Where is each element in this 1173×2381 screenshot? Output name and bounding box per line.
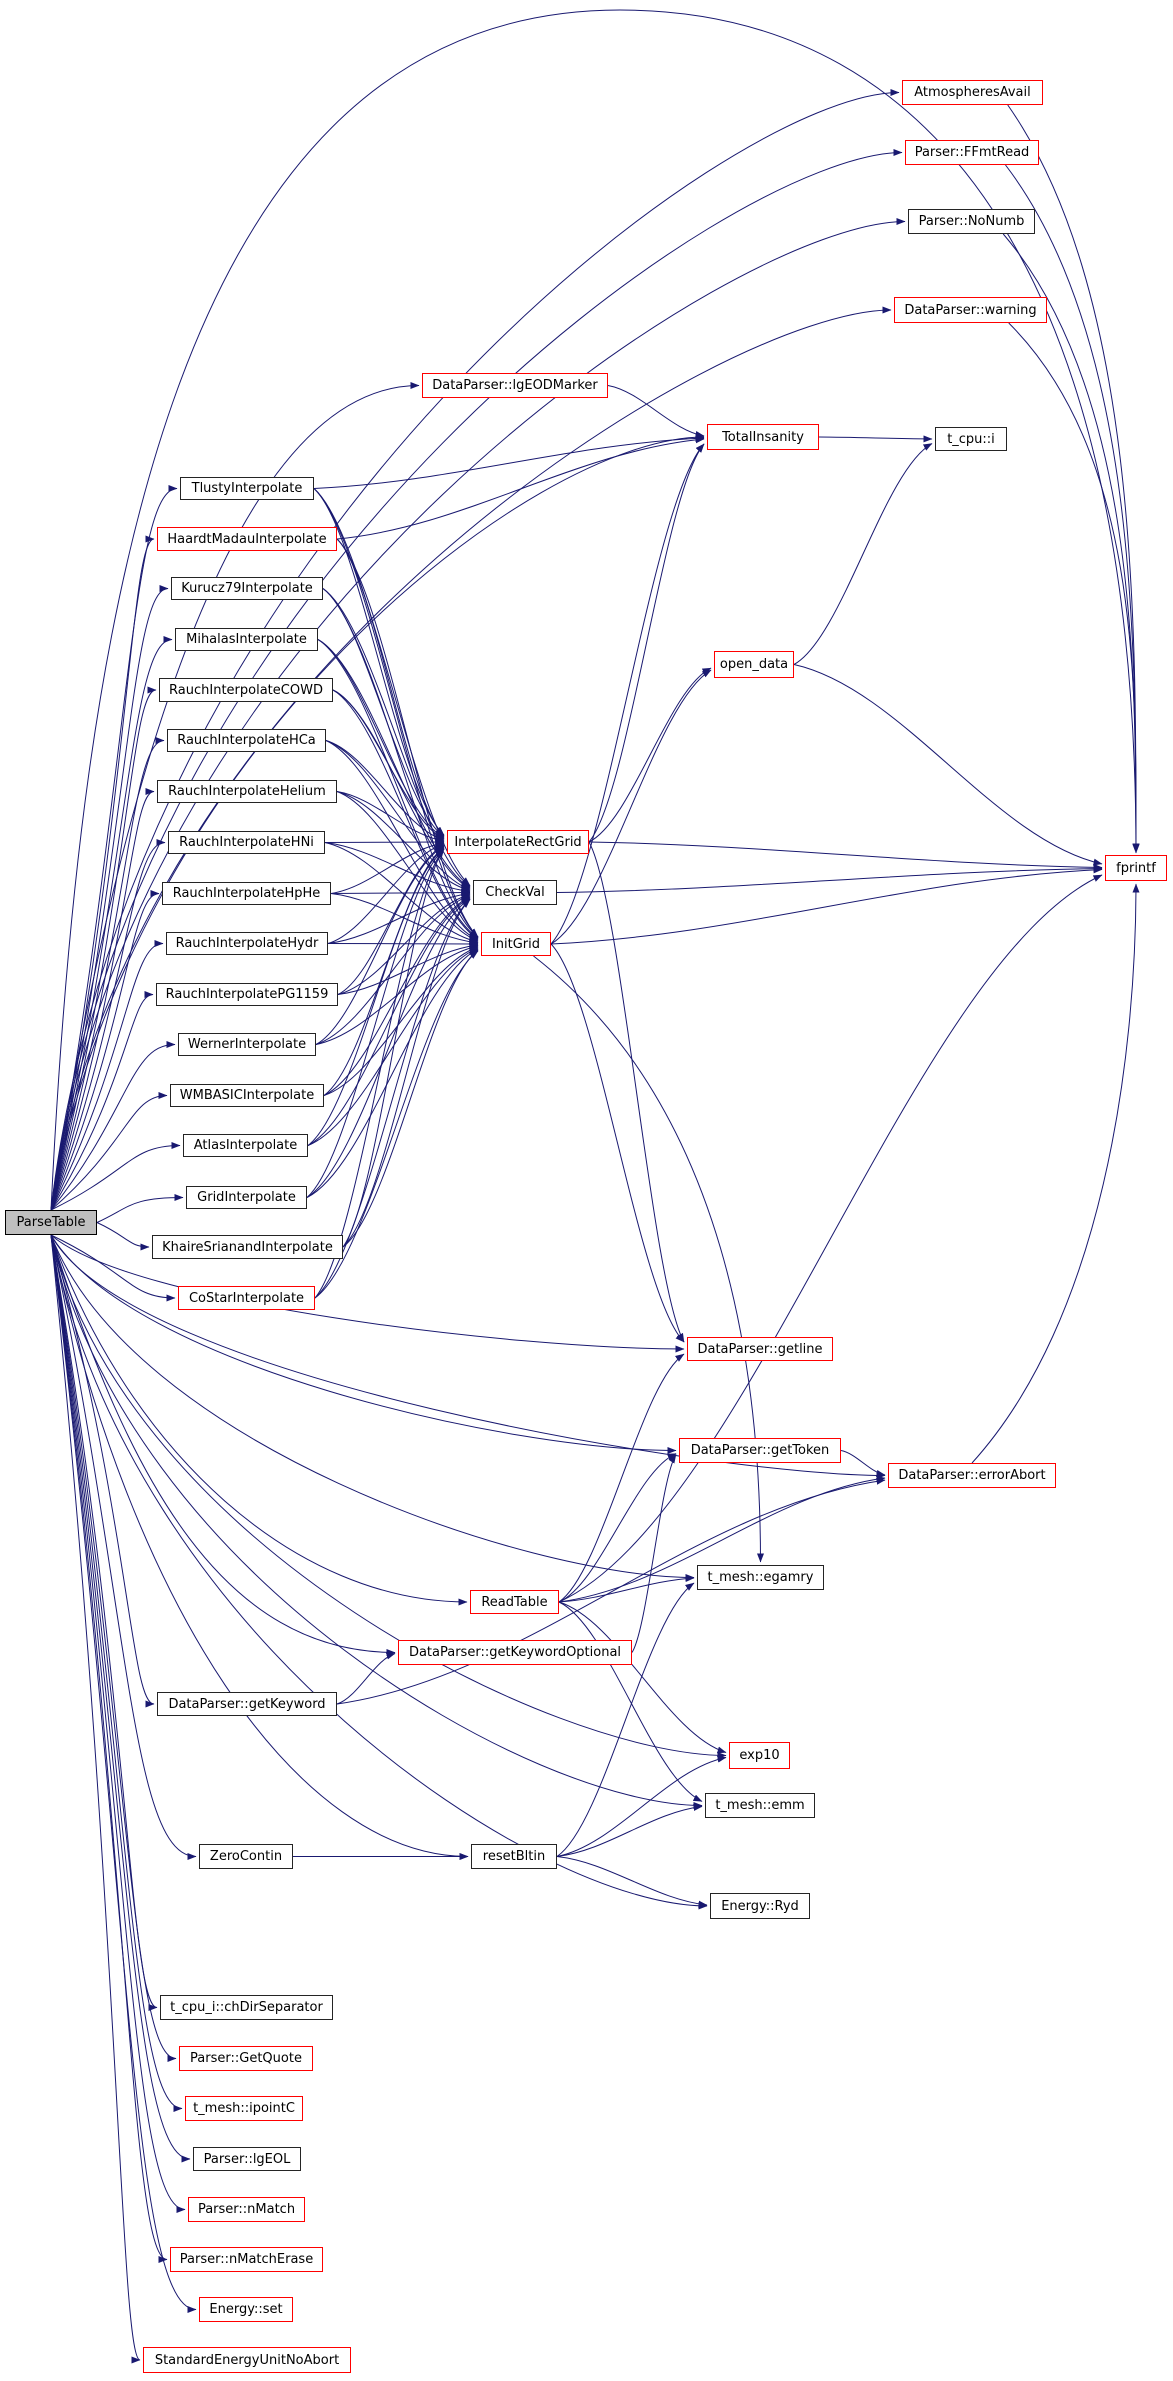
edge-atlasinterpolate-to-initgrid [308, 948, 478, 1145]
node-mihalasinterpolate[interactable]: MihalasInterpolate [175, 628, 318, 651]
node-zerocontin[interactable]: ZeroContin [199, 1844, 293, 1869]
node-rauchinterpolatehydr[interactable]: RauchInterpolateHydr [166, 932, 328, 955]
node-open-data[interactable]: open_data [714, 651, 794, 678]
node-standardenergyunitnoabort[interactable]: StandardEnergyUnitNoAbort [143, 2347, 351, 2373]
edge-haardtmadauinterpolate-to-interpolaterectgrid [337, 539, 444, 836]
edge-interpolaterectgrid-to-fprintf [589, 842, 1102, 867]
edge-readtable-to-dataparser-getline [559, 1354, 684, 1602]
edge-parsetable-to-wernerinterpolate [51, 1045, 175, 1211]
edge-parsetable-to-dataparser-getline [51, 1235, 684, 1349]
edge-haardtmadauinterpolate-to-totalinsanity [337, 439, 704, 539]
edge-parsetable-to-fprintf [51, 10, 1136, 1210]
node-dataparser-errorabort[interactable]: DataParser::errorAbort [888, 1463, 1056, 1488]
node-atlasinterpolate[interactable]: AtlasInterpolate [183, 1134, 308, 1157]
edge-interpolaterectgrid-to-dataparser-getline [589, 842, 684, 1342]
edge-initgrid-to-t-mesh-egamry [534, 956, 761, 1562]
node-t-cpu-i-chdirseparator[interactable]: t_cpu_i::chDirSeparator [160, 1995, 333, 2020]
edge-tlustyinterpolate-to-initgrid [314, 489, 478, 938]
edge-open-data-to-t-cpu-i [794, 444, 932, 665]
edge-rauchinterpolatecowd-to-initgrid [333, 690, 478, 939]
node-wmbasicinterpolate[interactable]: WMBASICInterpolate [170, 1084, 324, 1107]
node-parser-nmatch[interactable]: Parser::nMatch [188, 2197, 305, 2222]
node-rauchinterpolatehca[interactable]: RauchInterpolateHCa [167, 729, 326, 752]
edge-readtable-to-t-mesh-emm [559, 1602, 702, 1801]
node-parser-nmatcherase[interactable]: Parser::nMatchErase [170, 2247, 323, 2272]
edge-parsetable-to-gridinterpolate [97, 1198, 183, 1223]
edge-initgrid-to-dataparser-getline [551, 944, 684, 1342]
node-khairesrianandinterpolate[interactable]: KhaireSrianandInterpolate [152, 1235, 343, 1259]
edge-wernerinterpolate-to-interpolaterectgrid [316, 846, 444, 1044]
edge-initgrid-to-open-data [551, 670, 711, 944]
edge-tlustyinterpolate-to-checkval [314, 489, 470, 886]
node-resetbltin[interactable]: resetBltin [471, 1844, 557, 1869]
edge-checkval-to-fprintf [557, 868, 1102, 892]
node-parser-nonumb[interactable]: Parser::NoNumb [908, 209, 1035, 234]
edge-dataparser-getkeyword-to-dataparser-errorabort [337, 1480, 885, 1704]
edge-open-data-to-fprintf [794, 665, 1102, 864]
node-dataparser-gettoken[interactable]: DataParser::getToken [679, 1438, 841, 1463]
edge-dataparser-errorabort-to-fprintf [972, 884, 1136, 1463]
node-atmospheresavail[interactable]: AtmospheresAvail [902, 80, 1043, 105]
node-energy-ryd[interactable]: Energy::Ryd [710, 1893, 810, 1919]
node-t-mesh-emm[interactable]: t_mesh::emm [705, 1793, 815, 1818]
node-parser-ffmtread[interactable]: Parser::FFmtRead [905, 140, 1039, 165]
node-readtable[interactable]: ReadTable [470, 1590, 559, 1614]
edge-parsetable-to-khairesrianandinterpolate [97, 1223, 149, 1248]
node-parser-getquote[interactable]: Parser::GetQuote [179, 2046, 313, 2071]
edge-interpolaterectgrid-to-open-data [589, 668, 711, 842]
edge-interpolaterectgrid-to-totalinsanity [589, 444, 704, 842]
edge-parsetable-to-t-mesh-egamry [51, 1235, 694, 1578]
edge-parsetable-to-atlasinterpolate [51, 1146, 180, 1211]
edge-parsetable-to-exp10 [51, 1235, 726, 1756]
node-kurucz79interpolate[interactable]: Kurucz79Interpolate [171, 577, 323, 600]
node-dataparser-lgeodmarker[interactable]: DataParser::lgEODMarker [422, 373, 608, 398]
node-parser-lgeol[interactable]: Parser::lgEOL [193, 2147, 301, 2171]
edge-parsetable-to-energy-ryd [51, 1235, 707, 1906]
edge-parsetable-to-totalinsanity [51, 437, 704, 1210]
node-interpolaterectgrid[interactable]: InterpolateRectGrid [447, 830, 589, 854]
node-wernerinterpolate[interactable]: WernerInterpolate [178, 1033, 316, 1056]
edge-parsetable-to-rauchinterpolatehydr [51, 944, 163, 1211]
node-rauchinterpolatehelium[interactable]: RauchInterpolateHelium [157, 780, 337, 803]
edge-resetbltin-to-energy-ryd [557, 1857, 707, 1906]
edge-dataparser-gettoken-to-dataparser-errorabort [841, 1451, 885, 1476]
node-dataparser-getkeyword[interactable]: DataParser::getKeyword [157, 1692, 337, 1716]
edge-parsetable-to-tlustyinterpolate [51, 489, 177, 1211]
node-tlustyinterpolate[interactable]: TlustyInterpolate [180, 477, 314, 500]
node-initgrid[interactable]: InitGrid [481, 932, 551, 956]
edge-dataparser-warning-to-fprintf [1009, 323, 1136, 852]
node-checkval[interactable]: CheckVal [473, 880, 557, 905]
node-rauchinterpolatepg1159[interactable]: RauchInterpolatePG1159 [156, 983, 338, 1006]
edge-tlustyinterpolate-to-totalinsanity [314, 438, 704, 488]
node-exp10[interactable]: exp10 [729, 1742, 790, 1769]
edge-readtable-to-fprintf [559, 875, 1102, 1602]
node-rauchinterpolatehni[interactable]: RauchInterpolateHNi [168, 831, 325, 854]
node-haardtmadauinterpolate[interactable]: HaardtMadauInterpolate [157, 527, 337, 551]
node-t-cpu-i[interactable]: t_cpu::i [935, 427, 1007, 451]
edge-dataparser-getkeyword-to-dataparser-getkeywordoptional [337, 1654, 395, 1704]
edge-parsetable-to-parser-nonumb [51, 222, 905, 1211]
node-energy-set[interactable]: Energy::set [199, 2297, 293, 2322]
node-totalinsanity[interactable]: TotalInsanity [707, 424, 819, 450]
edge-parsetable-to-dataparser-gettoken [51, 1235, 676, 1451]
node-parsetable[interactable]: ParseTable [5, 1210, 97, 1235]
edge-parsetable-to-rauchinterpolatehni [51, 843, 165, 1211]
edge-atlasinterpolate-to-checkval [308, 898, 470, 1146]
edge-rauchinterpolatehphe-to-checkval [331, 893, 470, 894]
edge-dataparser-lgeodmarker-to-totalinsanity [608, 386, 704, 436]
node-t-mesh-egamry[interactable]: t_mesh::egamry [697, 1565, 824, 1590]
node-fprintf[interactable]: fprintf [1105, 855, 1167, 881]
edge-wmbasicinterpolate-to-initgrid [324, 947, 478, 1095]
node-rauchinterpolatehphe[interactable]: RauchInterpolateHpHe [162, 882, 331, 905]
node-costarinterpolate[interactable]: CoStarInterpolate [178, 1286, 315, 1310]
edge-resetbltin-to-t-mesh-egamry [557, 1583, 694, 1856]
edge-parsetable-to-t-mesh-emm [51, 1235, 702, 1806]
edge-parser-ffmtread-to-fprintf [1006, 165, 1137, 852]
node-rauchinterpolatecowd[interactable]: RauchInterpolateCOWD [159, 678, 333, 702]
node-dataparser-getkeywordoptional[interactable]: DataParser::getKeywordOptional [398, 1640, 632, 1665]
edge-parsetable-to-parser-getquote [51, 1235, 176, 2059]
edge-initgrid-to-totalinsanity [551, 444, 704, 944]
edge-rauchinterpolatepg1159-to-checkval [338, 895, 470, 995]
node-dataparser-warning[interactable]: DataParser::warning [894, 297, 1047, 323]
node-dataparser-getline[interactable]: DataParser::getline [687, 1337, 833, 1361]
node-t-mesh-ipointc[interactable]: t_mesh::ipointC [185, 2096, 303, 2121]
edge-dataparser-getkeywordoptional-to-dataparser-gettoken [632, 1455, 676, 1653]
node-gridinterpolate[interactable]: GridInterpolate [186, 1186, 307, 1209]
edge-totalinsanity-to-t-cpu-i [819, 437, 932, 439]
edge-costarinterpolate-to-interpolaterectgrid [315, 849, 444, 1298]
